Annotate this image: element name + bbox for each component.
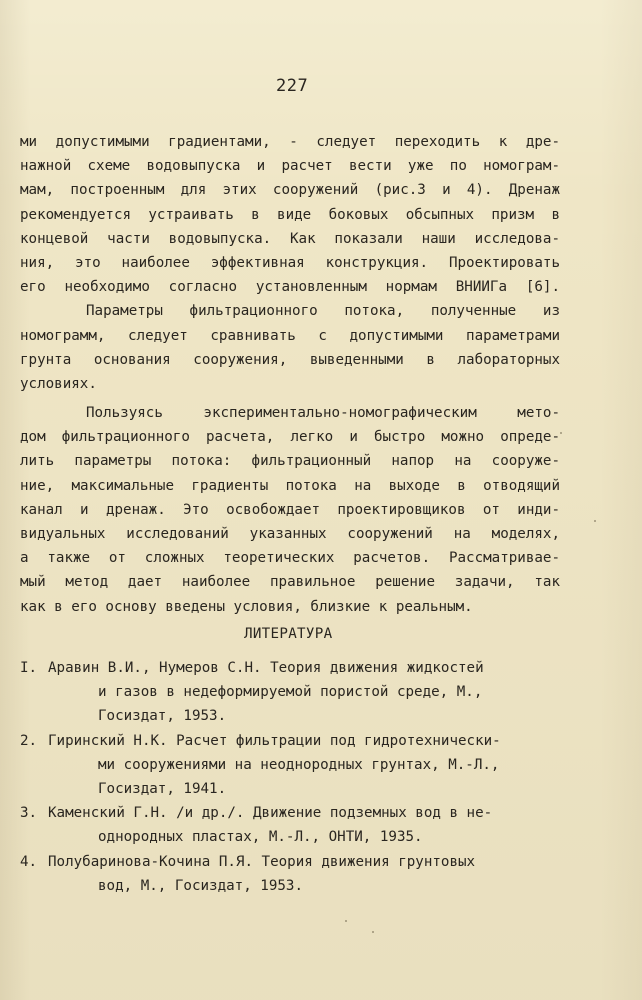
page-number: 227: [276, 76, 309, 96]
text-line: ния, это наиболее эффективная конструкция. Проектировать: [20, 254, 560, 271]
reference-item: [20, 850, 560, 898]
reference-line: Гиринский Н.К. Расчет фильтрации под гидротехнически-: [48, 732, 501, 749]
reference-item: [20, 656, 560, 729]
body-text: [20, 130, 560, 619]
reference-line: Госиздат, 1941.: [98, 780, 227, 797]
reference-number: 3.: [20, 805, 38, 822]
reference-line: Госиздат, 1953.: [98, 708, 227, 725]
text-line: видуальных исследований указанных сооружений на моделях,: [20, 526, 560, 542]
text-line: ми допустимыми градиентами, - следует переходить к дре-: [20, 134, 560, 150]
text-line: нажной схеме водовыпуска и расчет вести уже по номограм-: [20, 158, 560, 175]
reference-line: ми сооружениями на неоднородных грунтах, М.-Л.,: [98, 756, 500, 773]
reference-number: I.: [20, 660, 38, 676]
reference-line: и газов в недеформируемой пористой среде, М.,: [98, 684, 483, 701]
reference-number: 4.: [20, 853, 38, 870]
reference-line: Аравин В.И., Нумеров С.Н. Теория движения жидкостей: [48, 660, 484, 676]
reference-line: однородных пластах, М.-Л., ОНТИ, 1935.: [98, 829, 423, 846]
reference-number: 2.: [20, 732, 38, 749]
text-line: грунта основания сооружения, выведенными в лабораторных: [20, 351, 560, 368]
text-line: его необходимо согласно установленным нормам ВНИИГа [6].: [20, 279, 560, 296]
text-line: рекомендуется устраивать в виде боковых обсыпных призм в: [20, 206, 560, 223]
text-line: Пользуясь экспериментально-номографическим мето-: [86, 405, 560, 422]
text-line: мый метод дает наиболее правильное решение задачи, так: [20, 574, 560, 591]
text-line: ние, максимальные градиенты потока на выходе в отводящий: [20, 477, 560, 494]
text-line: Параметры фильтрационного потока, полученные из: [86, 303, 560, 320]
reference-line: Полубаринова-Кочина П.Я. Теория движения грунтовых: [48, 853, 476, 870]
paper-speck: [553, 186, 555, 188]
text-line: а также от сложных теоретических расчетов. Рассматривае-: [20, 550, 560, 567]
paper-speck: [372, 931, 374, 933]
text-line: как в его основу введены условия, близкие к реальным.: [20, 598, 473, 615]
paper-speck: [345, 920, 347, 922]
references-heading: ЛИТЕРАТУРА: [244, 626, 333, 642]
reference-item: [20, 729, 560, 802]
text-line: канал и дренаж. Это освобождает проектировщиков от инди-: [20, 501, 560, 518]
text-line: дом фильтрационного расчета, легко и быстро можно опреде-: [20, 429, 560, 446]
paper-speck: [594, 520, 596, 522]
reference-line: Каменский Г.Н. /и др./. Движение подземных вод в не-: [48, 805, 493, 822]
text-line: мам, построенным для этих сооружений (рис.3 и 4). Дренаж: [20, 182, 560, 199]
reference-item: [20, 801, 560, 849]
text-line: концевой части водовыпуска. Как показали наши исследова-: [20, 230, 560, 247]
text-line: лить параметры потока: фильтрационный напор на сооруже-: [20, 453, 560, 470]
reference-line: вод, М., Госиздат, 1953.: [98, 877, 303, 894]
references-list: [20, 656, 560, 898]
text-line: номограмм, следует сравнивать с допустимыми параметрами: [20, 327, 560, 344]
text-line: условиях.: [20, 375, 97, 392]
paper-speck: [560, 432, 562, 434]
